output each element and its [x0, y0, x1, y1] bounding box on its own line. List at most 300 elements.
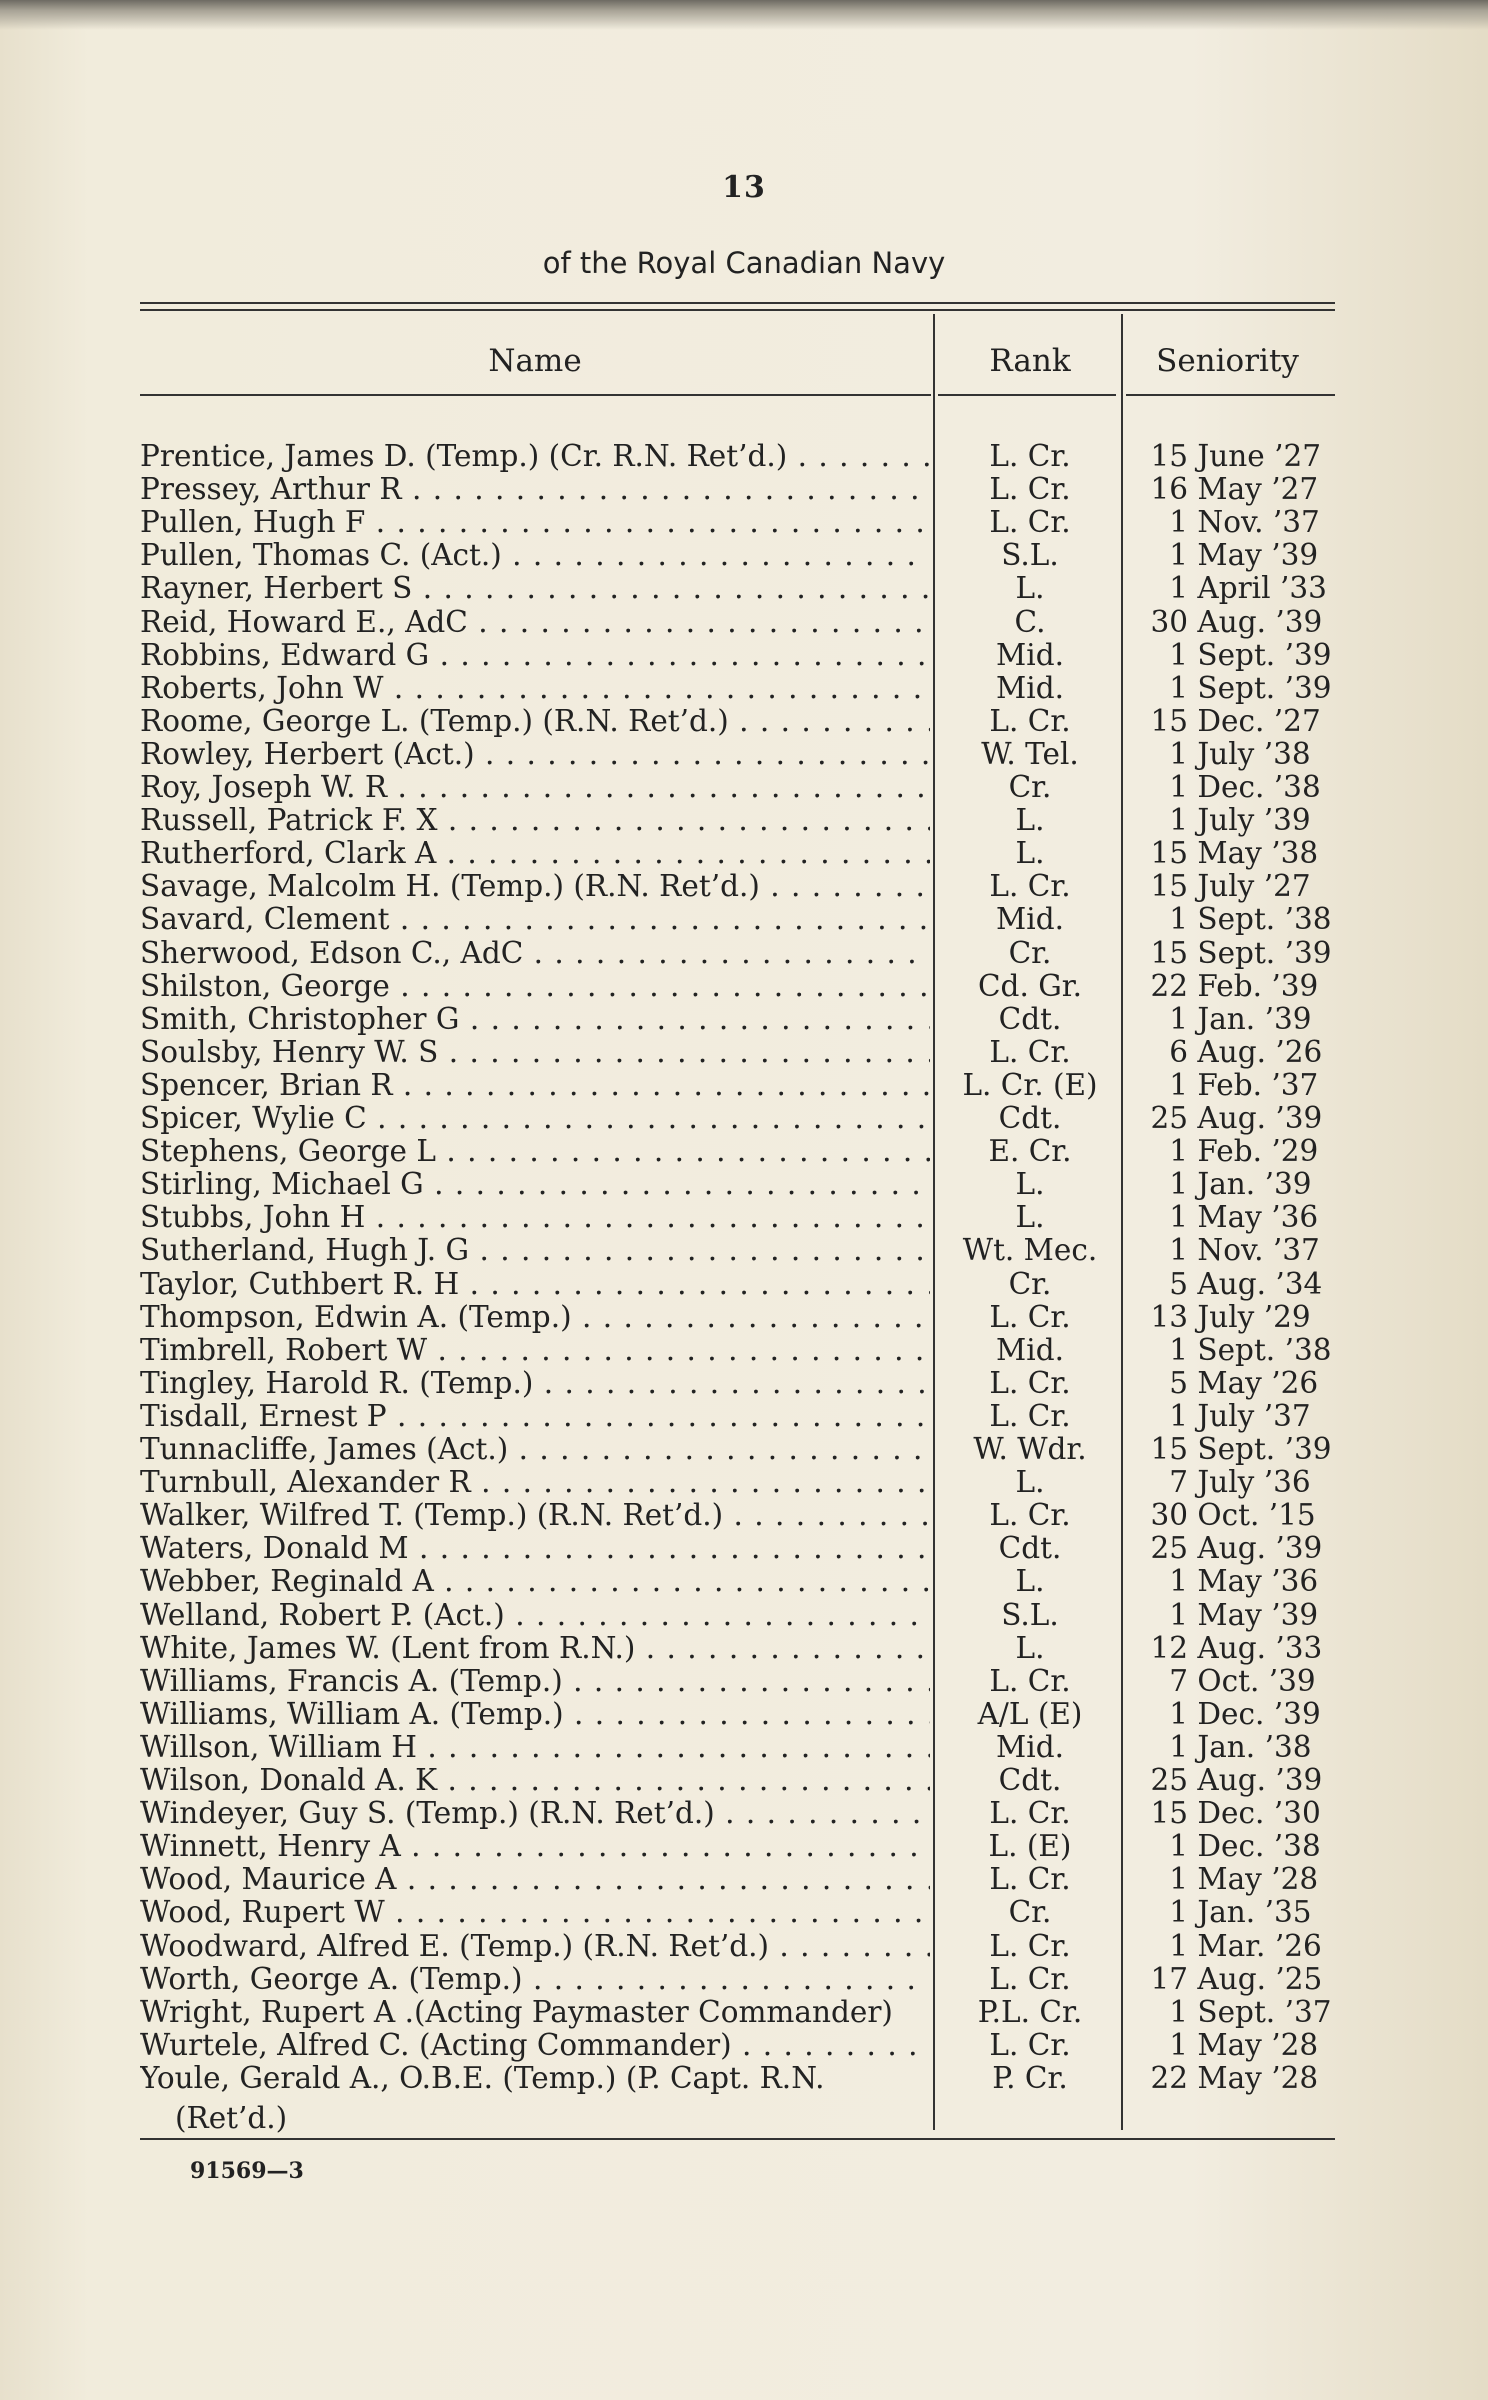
- officer-seniority: [1140, 1003, 1355, 1036]
- seniority-day: 1: [1169, 1398, 1188, 1433]
- header-rule-name: [140, 394, 931, 396]
- officer-rank: Cdt.: [998, 1001, 1062, 1036]
- officer-rank: Cdt.: [998, 1101, 1062, 1135]
- seniority-year: ’38: [1264, 1729, 1312, 1764]
- seniority-month: July: [1197, 1299, 1255, 1334]
- officer-rank: L. Cr.: [989, 1498, 1071, 1533]
- seniority-month: Aug.: [1197, 1763, 1266, 1797]
- table-row: [0, 1003, 1488, 1036]
- seniority-year: ’39: [1273, 1696, 1321, 1731]
- table-row: [0, 539, 1488, 572]
- officer-seniority: [1140, 672, 1355, 705]
- seniority-year: ’39: [1275, 604, 1323, 639]
- seniority-day: 30: [1150, 1498, 1188, 1533]
- seniority-day: 1: [1169, 505, 1188, 540]
- officer-rank: L. Cr.: [989, 1961, 1071, 1996]
- officer-rank: Mid.: [996, 637, 1064, 672]
- seniority-year: ’38: [1271, 836, 1319, 871]
- seniority-year: ’38: [1273, 770, 1321, 804]
- officer-name: Tingley, Harold R. (Temp.) . . .: [140, 1367, 930, 1400]
- officer-name: Soulsby, Henry W. S . . .: [140, 1036, 930, 1069]
- officer-seniority: [1140, 804, 1355, 837]
- officer-rank: C.: [1014, 604, 1046, 639]
- officer-rank: L. Cr.: [989, 1299, 1071, 1334]
- seniority-month: May: [1197, 1597, 1262, 1632]
- table-row: [0, 440, 1488, 473]
- header-rule-rank: [938, 394, 1116, 396]
- seniority-month: Oct.: [1197, 1663, 1260, 1698]
- officer-seniority: [1140, 903, 1355, 936]
- officer-name: Welland, Robert P. (Act.) . . .: [140, 1599, 930, 1632]
- officer-rank: L.: [1015, 1630, 1045, 1665]
- officer-name: Timbrell, Robert W . . .: [140, 1334, 930, 1367]
- seniority-year: ’36: [1271, 1564, 1319, 1599]
- seniority-day: 1: [1169, 1233, 1188, 1268]
- seniority-year: ’33: [1279, 571, 1327, 606]
- table-row: [0, 1963, 1488, 1996]
- seniority-year: ’26: [1275, 1034, 1323, 1069]
- seniority-day: 17: [1150, 1961, 1188, 1996]
- seniority-month: Oct.: [1197, 1498, 1260, 1533]
- seniority-month: Jan.: [1197, 1729, 1256, 1764]
- officer-name: Roome, George L. (Temp.) (R.N. Ret’d.) . . .: [140, 705, 930, 738]
- table-row: [0, 1433, 1488, 1466]
- officer-name: Stephens, George L . . .: [140, 1135, 930, 1168]
- officer-name: Reid, Howard E., AdC . . .: [140, 606, 930, 639]
- seniority-year: ’39: [1271, 538, 1319, 573]
- page-edge-shadow: [0, 0, 1488, 30]
- officer-rank: L. Cr. (E): [962, 1067, 1098, 1102]
- seniority-month: May: [1197, 472, 1262, 507]
- officer-rank: L.: [1015, 803, 1045, 838]
- seniority-day: 1: [1169, 1696, 1188, 1731]
- officer-name: Rowley, Herbert (Act.) . . .: [140, 738, 930, 771]
- seniority-day: 5: [1169, 1365, 1188, 1400]
- officer-name: White, James W. (Lent from R.N.) . . .: [140, 1632, 930, 1665]
- officer-name: Stubbs, John H . . .: [140, 1201, 930, 1234]
- seniority-day: 1: [1169, 1597, 1188, 1632]
- officer-rank: L.: [1015, 1167, 1045, 1202]
- officer-name: Youle, Gerald A., O.B.E. (Temp.) (P. Capt. R.N.: [140, 2061, 825, 2095]
- seniority-month: July: [1197, 803, 1255, 838]
- officer-name: Rayner, Herbert S . . .: [140, 572, 930, 605]
- officer-name: Webber, Reginald A . . .: [140, 1565, 930, 1598]
- officer-name: Roy, Joseph W. R . . .: [140, 771, 930, 804]
- seniority-day: 15: [1150, 836, 1188, 871]
- seniority-year: ’28: [1271, 2027, 1319, 2062]
- officer-seniority: [1140, 1830, 1355, 1863]
- seniority-year: ’39: [1268, 1663, 1316, 1698]
- seniority-month: July: [1197, 869, 1255, 904]
- seniority-year: ’15: [1268, 1498, 1316, 1533]
- header-name: Name: [488, 343, 582, 379]
- seniority-month: May: [1197, 1200, 1262, 1235]
- seniority-day: 1: [1169, 1829, 1188, 1864]
- officer-name: Williams, William A. (Temp.) . . .: [140, 1698, 930, 1731]
- table-row: [0, 937, 1488, 970]
- seniority-month: July: [1197, 1398, 1255, 1433]
- officer-rank: L.: [1015, 836, 1045, 871]
- table-row: [0, 2062, 1488, 2095]
- seniority-year: ’38: [1263, 736, 1311, 771]
- seniority-day: 15: [1150, 869, 1188, 904]
- seniority-year: ’39: [1275, 1531, 1323, 1566]
- officer-name: Rutherford, Clark A . . .: [140, 837, 930, 870]
- seniority-month: Dec.: [1197, 1796, 1265, 1831]
- seniority-year: ’27: [1271, 472, 1319, 507]
- seniority-day: 1: [1169, 1067, 1188, 1102]
- table-row: [0, 506, 1488, 539]
- officer-seniority: [1140, 1632, 1355, 1665]
- table-row: [0, 1698, 1488, 1731]
- officer-seniority: [1140, 970, 1355, 1003]
- seniority-month: Feb.: [1197, 1067, 1262, 1102]
- table-row: [0, 705, 1488, 738]
- officer-seniority: [1140, 1301, 1355, 1334]
- table-row: [0, 1400, 1488, 1433]
- officer-seniority: [1140, 1896, 1355, 1929]
- table-row: [0, 639, 1488, 672]
- seniority-day: 1: [1169, 1862, 1188, 1897]
- officer-rank: P.L. Cr.: [977, 1994, 1083, 2029]
- officer-seniority: [1140, 1135, 1355, 1168]
- table-row: [0, 1102, 1488, 1135]
- seniority-year: ’37: [1272, 1233, 1320, 1268]
- officer-name: Robbins, Edward G . . .: [140, 639, 930, 672]
- officer-rank: L.: [1015, 571, 1045, 606]
- seniority-month: May: [1197, 836, 1262, 871]
- officer-seniority: [1140, 1565, 1355, 1598]
- officer-seniority: [1140, 1996, 1355, 2029]
- seniority-month: Aug.: [1197, 1961, 1266, 1996]
- officer-rank: L. Cr.: [989, 1034, 1071, 1069]
- seniority-month: Aug.: [1197, 1034, 1266, 1069]
- seniority-year: ’27: [1274, 439, 1321, 473]
- officer-rank: L. Cr.: [989, 505, 1071, 540]
- officer-seniority: [1140, 2029, 1355, 2062]
- seniority-year: ’39: [1284, 670, 1332, 705]
- officer-rank: Wt. Mec.: [962, 1233, 1098, 1268]
- seniority-month: May: [1197, 2060, 1262, 2095]
- seniority-day: 15: [1150, 935, 1188, 970]
- officer-rank: Mid.: [996, 1729, 1064, 1764]
- officer-rank: Cr.: [1008, 770, 1052, 804]
- officer-rank: Cdt.: [998, 1531, 1062, 1566]
- table-row: [0, 1135, 1488, 1168]
- table-row: [0, 672, 1488, 705]
- print-code: 91569—3: [190, 2158, 304, 2184]
- table-row: [0, 1731, 1488, 1764]
- seniority-year: ’39: [1275, 1763, 1323, 1797]
- seniority-month: Sept.: [1197, 1994, 1276, 2029]
- officer-rank: L. Cr.: [989, 1796, 1071, 1831]
- seniority-month: May: [1197, 1365, 1262, 1400]
- seniority-year: ’37: [1284, 1994, 1332, 2029]
- seniority-day: 22: [1150, 2060, 1188, 2095]
- officer-seniority: [1140, 1234, 1355, 1267]
- seniority-year: ’27: [1263, 869, 1311, 904]
- officer-rank: W. Wdr.: [973, 1432, 1087, 1466]
- officer-name: Woodward, Alfred E. (Temp.) (R.N. Ret’d.) . . .: [140, 1930, 930, 1963]
- officer-name: Shilston, George . . .: [140, 970, 930, 1003]
- table-row: [0, 1466, 1488, 1499]
- officer-name: Tunnacliffe, James (Act.) . . .: [140, 1433, 930, 1466]
- table-row: [0, 1069, 1488, 1102]
- header-rule-seniority: [1126, 394, 1335, 396]
- seniority-year: ’37: [1272, 505, 1320, 540]
- officer-rank: Cr.: [1008, 935, 1052, 970]
- table-top-rule: [140, 302, 1335, 304]
- table-row: [0, 2029, 1488, 2062]
- officer-name: Tisdall, Ernest P . . .: [140, 1400, 930, 1433]
- seniority-month: Mar.: [1197, 1928, 1266, 1963]
- seniority-year: ’39: [1271, 968, 1319, 1003]
- seniority-year: ’38: [1284, 1332, 1332, 1367]
- seniority-day: 1: [1169, 803, 1188, 838]
- seniority-year: ’26: [1274, 1928, 1322, 1963]
- officer-rank: L. Cr.: [989, 703, 1071, 738]
- officer-seniority: [1140, 1532, 1355, 1565]
- table-row: [0, 1234, 1488, 1267]
- seniority-day: 1: [1169, 1564, 1188, 1599]
- page-number: 13: [722, 170, 766, 205]
- officer-rank: Mid.: [996, 1332, 1064, 1367]
- seniority-month: Dec.: [1197, 703, 1265, 738]
- officer-rank: Cr.: [1008, 1266, 1052, 1301]
- header-seniority: Seniority: [1156, 343, 1299, 379]
- seniority-month: Sept.: [1197, 902, 1276, 937]
- table-row: [0, 837, 1488, 870]
- seniority-month: July: [1197, 1465, 1255, 1500]
- seniority-day: 22: [1150, 968, 1188, 1003]
- seniority-day: 1: [1169, 1994, 1188, 2029]
- table-row: [0, 1268, 1488, 1301]
- seniority-month: Aug.: [1197, 1266, 1266, 1301]
- seniority-month: May: [1197, 1564, 1262, 1599]
- officer-name: Wood, Rupert W . . .: [140, 1896, 930, 1929]
- officer-seniority: [1140, 1367, 1355, 1400]
- seniority-month: May: [1197, 1862, 1262, 1897]
- officer-rank: L. Cr.: [989, 472, 1071, 507]
- officer-rank: P. Cr.: [992, 2060, 1068, 2095]
- seniority-month: Jan.: [1197, 1001, 1256, 1036]
- table-row: [0, 970, 1488, 1003]
- officer-seniority: [1140, 1764, 1355, 1797]
- officer-rank: L. Cr.: [989, 1928, 1071, 1963]
- officer-rank: L.: [1015, 1465, 1045, 1500]
- officer-rank: W. Tel.: [981, 736, 1079, 771]
- seniority-month: July: [1197, 736, 1255, 771]
- seniority-day: 1: [1169, 1332, 1188, 1367]
- officer-seniority: [1140, 1963, 1355, 1996]
- officer-seniority: [1140, 1069, 1355, 1102]
- officer-rank: Cd. Gr.: [977, 968, 1082, 1003]
- officer-name: Wood, Maurice A . . .: [140, 1863, 930, 1896]
- officer-name: Walker, Wilfred T. (Temp.) (R.N. Ret’d.) . . .: [140, 1499, 930, 1532]
- table-row: [0, 1367, 1488, 1400]
- seniority-year: ’39: [1271, 1597, 1319, 1632]
- seniority-year: ’28: [1271, 1862, 1319, 1897]
- table-row: [0, 1996, 1488, 2029]
- seniority-day: 16: [1150, 472, 1188, 507]
- officer-name: Spicer, Wylie C . . .: [140, 1102, 930, 1135]
- officer-name: Wilson, Donald A. K . . .: [140, 1764, 930, 1797]
- seniority-month: Sept.: [1197, 1432, 1276, 1466]
- seniority-month: Jan.: [1197, 1895, 1256, 1930]
- officer-name: Wurtele, Alfred C. (Acting Commander) . . .: [140, 2029, 930, 2062]
- seniority-month: May: [1197, 2027, 1262, 2062]
- seniority-year: ’39: [1264, 1001, 1312, 1036]
- officer-seniority: [1140, 1863, 1355, 1896]
- officer-seniority: [1140, 539, 1355, 572]
- seniority-year: ’38: [1273, 1829, 1321, 1864]
- officer-name: Thompson, Edwin A. (Temp.) . . .: [140, 1301, 930, 1334]
- seniority-day: 25: [1150, 1531, 1188, 1566]
- officer-name: Willson, William H . . .: [140, 1731, 930, 1764]
- table-row: [0, 1930, 1488, 1963]
- officer-rank: L. Cr.: [989, 439, 1071, 473]
- officer-seniority: [1140, 1433, 1355, 1466]
- seniority-year: ’33: [1275, 1630, 1323, 1665]
- header-rank: Rank: [989, 343, 1071, 379]
- officer-seniority: [1140, 1400, 1355, 1433]
- officer-rank: L. Cr.: [989, 1365, 1071, 1400]
- officer-seniority: [1140, 440, 1355, 473]
- seniority-day: 1: [1169, 1167, 1188, 1202]
- seniority-day: 15: [1150, 703, 1188, 738]
- seniority-month: Aug.: [1197, 1630, 1266, 1665]
- seniority-year: ’39: [1264, 1167, 1312, 1202]
- seniority-month: Sept.: [1197, 637, 1276, 672]
- officer-rank: Cdt.: [998, 1763, 1062, 1797]
- officer-seniority: [1140, 1466, 1355, 1499]
- officer-name: Pullen, Thomas C. (Act.) . . .: [140, 539, 930, 572]
- officer-seniority: [1140, 1168, 1355, 1201]
- officer-seniority: [1140, 1334, 1355, 1367]
- table-row: [0, 771, 1488, 804]
- seniority-month: Jan.: [1197, 1167, 1256, 1202]
- table-row: [0, 572, 1488, 605]
- seniority-month: Feb.: [1197, 1134, 1262, 1169]
- officer-rank: Cr.: [1008, 1895, 1052, 1930]
- seniority-day: 1: [1169, 571, 1188, 606]
- table-row: [0, 1168, 1488, 1201]
- seniority-year: ’38: [1284, 902, 1332, 937]
- seniority-year: ’29: [1271, 1134, 1319, 1169]
- officer-name: Turnbull, Alexander R . . .: [140, 1466, 930, 1499]
- table-row: [0, 903, 1488, 936]
- officer-name: Windeyer, Guy S. (Temp.) (R.N. Ret’d.) . . .: [140, 1797, 930, 1830]
- seniority-day: 12: [1150, 1630, 1188, 1665]
- seniority-month: Dec.: [1197, 1696, 1265, 1731]
- seniority-day: 7: [1169, 1663, 1188, 1698]
- seniority-month: April: [1197, 571, 1271, 606]
- table-bottom-rule: [140, 2138, 1335, 2140]
- table-row: [0, 1830, 1488, 1863]
- officer-rank: L. Cr.: [989, 2027, 1071, 2062]
- running-title: of the Royal Canadian Navy: [542, 246, 946, 280]
- officer-name: Pressey, Arthur R . . .: [140, 473, 930, 506]
- seniority-month: Dec.: [1197, 1829, 1265, 1864]
- officer-name: Sutherland, Hugh J. G . . .: [140, 1234, 930, 1267]
- seniority-day: 1: [1169, 637, 1188, 672]
- officer-seniority: [1140, 606, 1355, 639]
- officer-seniority: [1140, 639, 1355, 672]
- seniority-day: 1: [1169, 2027, 1188, 2062]
- officer-seniority: [1140, 771, 1355, 804]
- continuation-line: (Ret’d.): [175, 2101, 288, 2135]
- seniority-day: 1: [1169, 770, 1188, 804]
- seniority-day: 5: [1169, 1266, 1188, 1301]
- seniority-month: Sept.: [1197, 1332, 1276, 1367]
- seniority-year: ’35: [1264, 1895, 1312, 1930]
- officer-name: Smith, Christopher G . . .: [140, 1003, 930, 1036]
- officer-name: Taylor, Cuthbert R. H . . .: [140, 1268, 930, 1301]
- seniority-year: ’39: [1275, 1101, 1323, 1135]
- table-row: [0, 738, 1488, 771]
- officer-name: Spencer, Brian R . . .: [140, 1069, 930, 1102]
- seniority-year: ’26: [1271, 1365, 1319, 1400]
- table-row: [0, 1632, 1488, 1665]
- officer-rank: S.L.: [1001, 1597, 1059, 1632]
- table-row: [0, 1532, 1488, 1565]
- table-row: [0, 870, 1488, 903]
- table-row: [0, 1499, 1488, 1532]
- seniority-day: 1: [1169, 902, 1188, 937]
- seniority-year: ’28: [1271, 2060, 1319, 2095]
- officer-seniority: [1140, 870, 1355, 903]
- officer-seniority: [1140, 473, 1355, 506]
- seniority-day: 6: [1169, 1034, 1188, 1069]
- officer-rank: L. (E): [988, 1829, 1072, 1864]
- table-row: [0, 473, 1488, 506]
- officer-seniority: [1140, 937, 1355, 970]
- officer-name: Wright, Rupert A .(Acting Paymaster Commander): [140, 1995, 893, 2029]
- officer-seniority: [1140, 506, 1355, 539]
- seniority-year: ’36: [1263, 1465, 1311, 1500]
- seniority-month: June: [1197, 439, 1265, 473]
- officer-rank: L.: [1015, 1564, 1045, 1599]
- officer-rank: Mid.: [996, 670, 1064, 705]
- officer-seniority: [1140, 2062, 1355, 2095]
- seniority-day: 1: [1169, 1001, 1188, 1036]
- seniority-year: ’29: [1263, 1299, 1311, 1334]
- officer-seniority: [1140, 1201, 1355, 1234]
- seniority-year: ’27: [1273, 703, 1321, 738]
- seniority-month: Dec.: [1197, 770, 1265, 804]
- seniority-day: 1: [1169, 736, 1188, 771]
- seniority-day: 13: [1150, 1299, 1188, 1334]
- officer-rank: Mid.: [996, 902, 1064, 937]
- seniority-year: ’39: [1284, 637, 1332, 672]
- officer-rank: S.L.: [1001, 538, 1059, 573]
- seniority-day: 1: [1169, 1134, 1188, 1169]
- seniority-day: 15: [1150, 1432, 1188, 1466]
- seniority-year: ’39: [1263, 803, 1311, 838]
- officer-seniority: [1140, 572, 1355, 605]
- seniority-month: May: [1197, 538, 1262, 573]
- table-row: [0, 1201, 1488, 1234]
- seniority-day: 1: [1169, 1200, 1188, 1235]
- table-row: [0, 804, 1488, 837]
- seniority-day: 30: [1150, 604, 1188, 639]
- seniority-month: Nov.: [1197, 1233, 1264, 1268]
- officer-rank: A/L (E): [977, 1696, 1083, 1731]
- table-row: [0, 1036, 1488, 1069]
- seniority-day: 1: [1169, 670, 1188, 705]
- officer-name: Williams, Francis A. (Temp.) . . .: [140, 1665, 930, 1698]
- officer-seniority: [1140, 1797, 1355, 1830]
